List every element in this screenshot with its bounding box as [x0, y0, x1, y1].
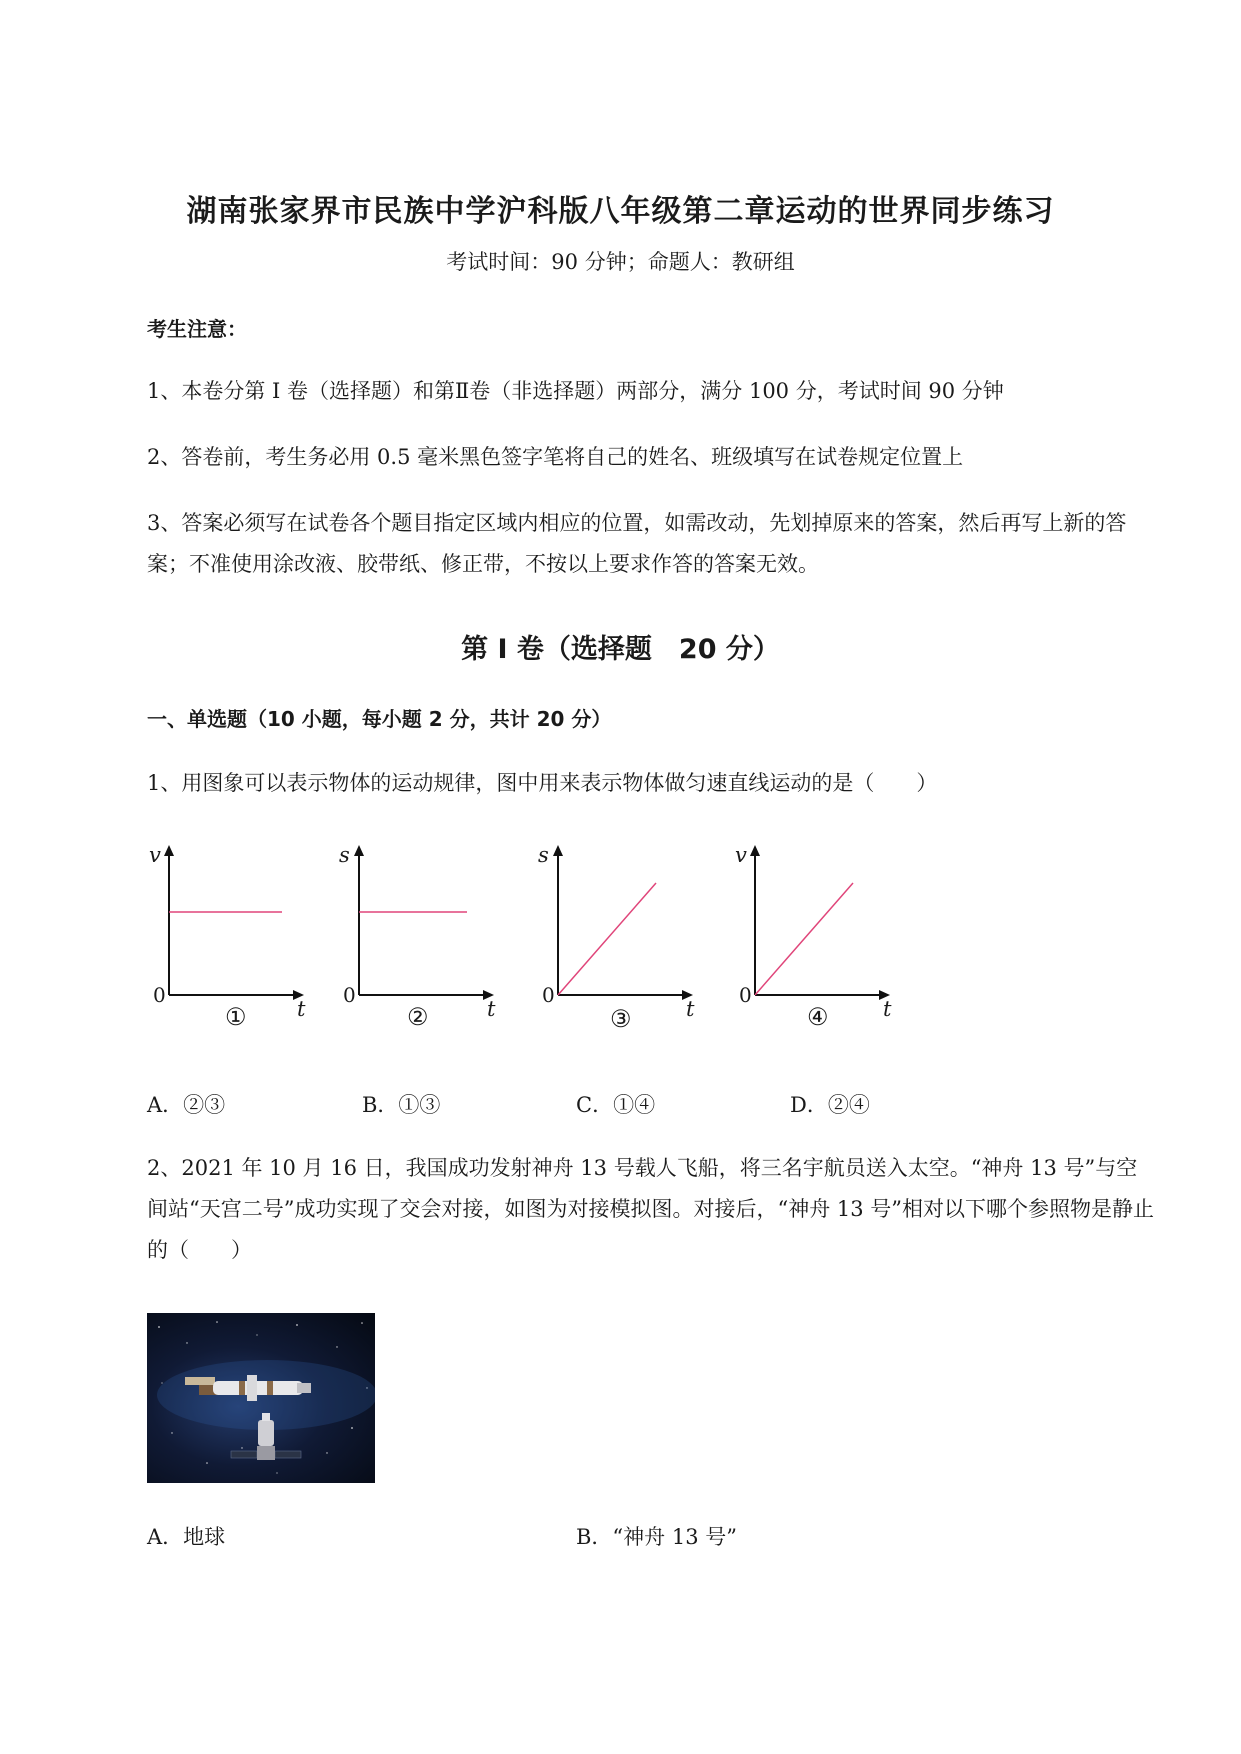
graph-marker: ④ [807, 1003, 829, 1031]
graph-y-label: s [339, 843, 350, 867]
graph-origin: 0 [542, 983, 555, 1007]
section-subtitle: 一、单选题（10 小题，每小题 2 分，共计 20 分） [147, 707, 612, 731]
graph-x-label: t [686, 997, 695, 1021]
graph-y-label: s [538, 843, 549, 867]
graph-marker: ① [225, 1003, 247, 1031]
docking-image [147, 1313, 375, 1483]
graph-marker: ③ [610, 1005, 632, 1033]
docking-illustration [147, 1313, 375, 1483]
graph-line [755, 883, 853, 995]
page-title: 湖南张家界市民族中学沪科版八年级第二章运动的世界同步练习 [186, 194, 1055, 229]
graph-x-label: t [487, 997, 496, 1021]
section-title: 第 I 卷（选择题 20 分） [461, 634, 780, 665]
graph-1 [147, 845, 322, 1045]
notice-item-1: 1、本卷分第 I 卷（选择题）和第Ⅱ卷（非选择题）两部分，满分 100 分，考试时间 90 分钟 [147, 379, 1004, 403]
question-1-text: 1、用图象可以表示物体的运动规律，图中用来表示物体做匀速直线运动的是（ ） [147, 771, 938, 795]
q2-option-b[interactable]: B．“神舟 13 号” [576, 1525, 737, 1549]
graph-2 [337, 845, 512, 1045]
notice-item-2: 2、答卷前，考生务必用 0.5 毫米黑色签字笔将自己的姓名、班级填写在试卷规定位置上 [147, 445, 964, 469]
graph-marker: ② [407, 1003, 429, 1031]
graph-line [558, 883, 656, 995]
exam-info: 考试时间：90 分钟；命题人：教研组 [446, 250, 795, 274]
graph-3 [536, 845, 711, 1045]
notice-heading: 考生注意： [147, 317, 247, 341]
question-2-text: 2、2021 年 10 月 16 日，我国成功发射神舟 13 号载人飞船，将三名宇航员送入太空。“神舟 13 号”与空间站“天宫二号”成功实现了交会对接，如图为对接模拟图。对接后，“神舟 13 号”相对以下哪个参照物是静止的（ ） [147, 1156, 1155, 1262]
notice-item-3: 3、答案必须写在试卷各个题目指定区域内相应的位置，如需改动，先划掉原来的答案，然后再写上新的答案；不准使用涂改液、胶带纸、修正带，不按以上要求作答的答案无效。 [147, 511, 1127, 576]
graph-4 [733, 845, 908, 1045]
graph-x-label: t [883, 997, 892, 1021]
graph-origin: 0 [153, 983, 166, 1007]
graph-y-label: v [149, 843, 161, 867]
graph-x-label: t [297, 997, 306, 1021]
q1-option-b[interactable]: B．①③ [362, 1093, 441, 1117]
graph-origin: 0 [343, 983, 356, 1007]
q1-option-d[interactable]: D．②④ [790, 1093, 870, 1117]
q1-option-a[interactable]: A．②③ [147, 1093, 226, 1117]
q2-option-a[interactable]: A．地球 [147, 1525, 226, 1549]
q1-option-c[interactable]: C．①④ [576, 1093, 656, 1117]
graph-origin: 0 [739, 983, 752, 1007]
graph-y-label: v [735, 843, 747, 867]
